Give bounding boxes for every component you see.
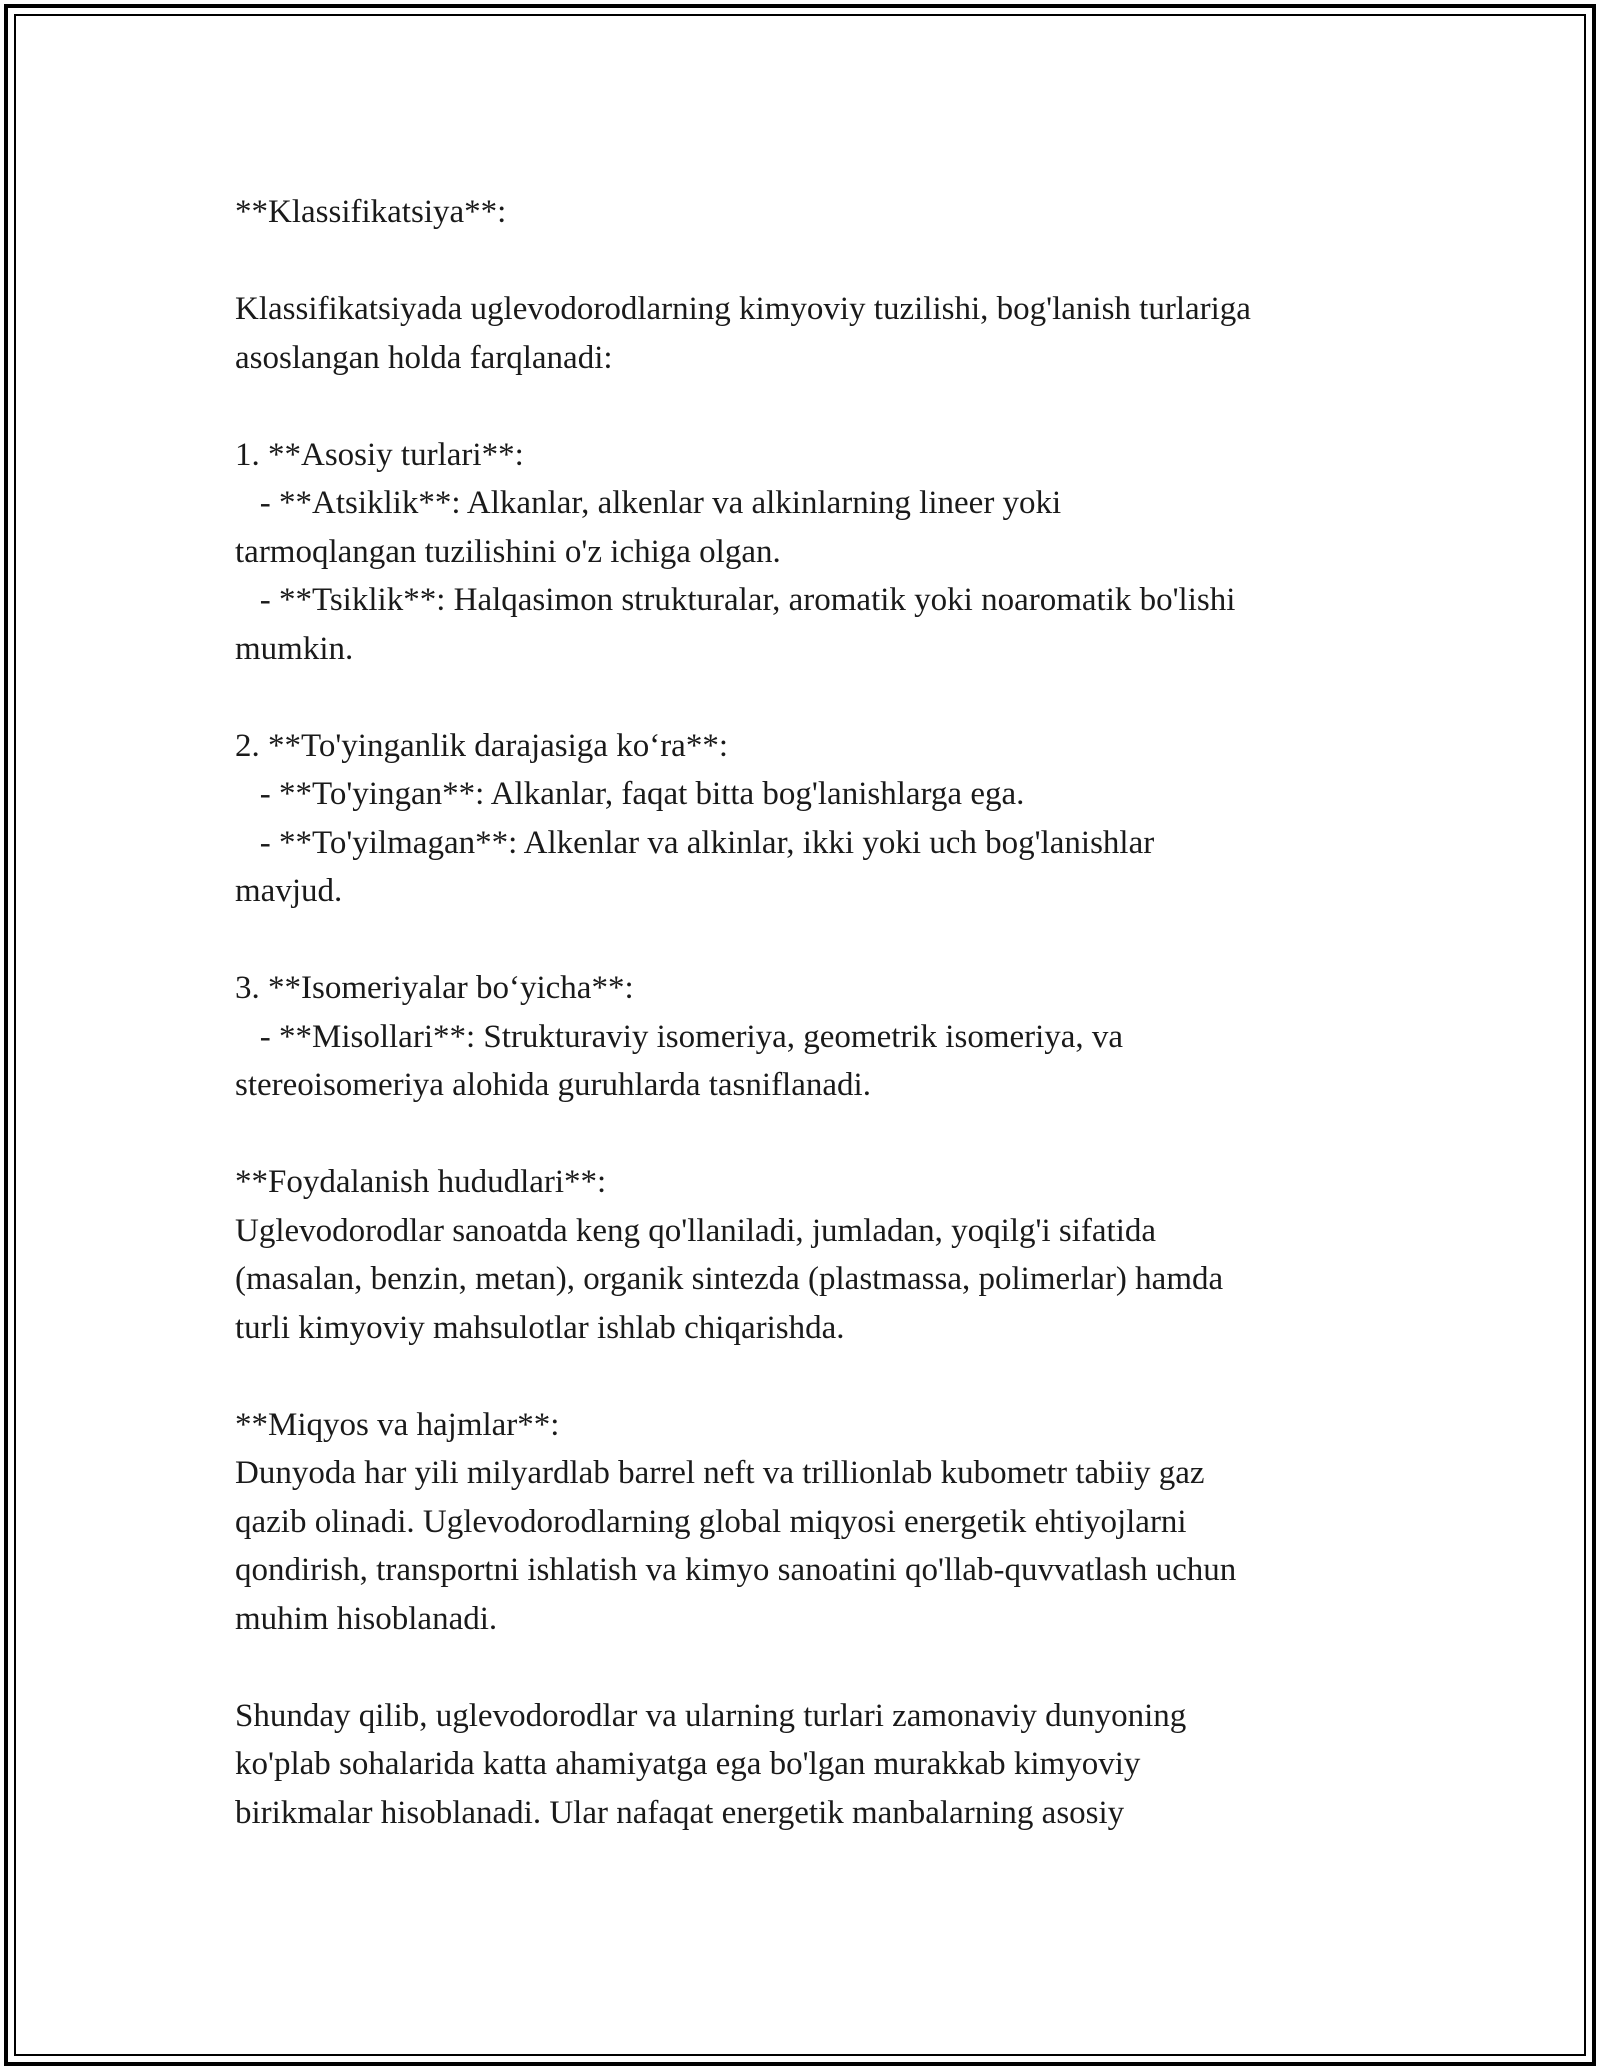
text-line: 2. **To'yinganlik darajasiga ko‘ra**: <box>235 727 729 764</box>
text-line: ko'plab sohalarida katta ahamiyatga ega bo'lgan murakkab kimyoviy <box>235 1746 1141 1782</box>
text-line: Shunday qilib, uglevodorodlar va ularning turlari zamonaviy dunyoning <box>235 1697 1187 1734</box>
document-body <box>235 188 1385 1837</box>
text-line: Dunyoda har yili milyardlab barrel neft va trillionlab kubometr tabiiy gaz <box>235 1455 1205 1491</box>
text-line: **Miqyos va hajmlar**: <box>235 1406 560 1443</box>
text-line: turli kimyoviy mahsulotlar ishlab chiqarishda. <box>235 1309 845 1346</box>
blank-line <box>235 1352 1385 1401</box>
text-line: stereoisomeriya alohida guruhlarda tasniflanadi. <box>235 1067 871 1103</box>
blank-line <box>235 916 1385 965</box>
blank-line <box>235 237 1385 286</box>
text-line: **Foydalanish hududlari**: <box>235 1164 607 1200</box>
text-line: Klassifikatsiyada uglevodorodlarning kimyoviy tuzilishi, bog'lanish turlariga <box>235 291 1251 327</box>
text-line: 1. **Asosiy turlari**: <box>235 436 524 473</box>
text-line: 3. **Isomeriyalar bo‘yicha**: <box>235 970 634 1006</box>
blank-line <box>235 1110 1385 1159</box>
text-line: - **To'yilmagan**: Alkenlar va alkinlar, ikki yoki uch bog'lanishlar <box>235 824 1155 861</box>
text-line: asoslangan holda farqlanadi: <box>235 339 613 376</box>
text-line: muhim hisoblanadi. <box>235 1600 498 1637</box>
text-line: **Klassifikatsiya**: <box>235 194 507 230</box>
text-line: birikmalar hisoblanadi. Ular nafaqat energetik manbalarning asosiy <box>235 1794 1125 1831</box>
text-line: - **To'yingan**: Alkanlar, faqat bitta bog'lanishlarga ega. <box>235 776 1025 812</box>
text-line: (masalan, benzin, metan), organik sintezda (plastmassa, polimerlar) hamda <box>235 1261 1224 1297</box>
text-line: qazib olinadi. Uglevodorodlarning global miqyosi energetik ehtiyojlarni <box>235 1503 1187 1540</box>
blank-line <box>235 1643 1385 1692</box>
text-line: qondirish, transportni ishlatish va kimyo sanoatini qo'llab-quvvatlash uchun <box>235 1552 1237 1588</box>
text-line: - **Misollari**: Strukturaviy isomeriya, geometrik isomeriya, va <box>235 1018 1124 1055</box>
text-line: Uglevodorodlar sanoatda keng qo'llaniladi, jumladan, yoqilg'i sifatida <box>235 1212 1157 1249</box>
blank-line <box>235 382 1385 431</box>
text-line: - **Atsiklik**: Alkanlar, alkenlar va alkinlarning lineer yoki <box>235 485 1062 521</box>
text-line: mumkin. <box>235 630 354 667</box>
text-line: - **Tsiklik**: Halqasimon strukturalar, aromatik yoki noaromatik bo'lishi <box>235 582 1236 618</box>
text-line: mavjud. <box>235 873 343 909</box>
text-line: tarmoqlangan tuzilishini o'z ichiga olgan. <box>235 533 781 570</box>
blank-line <box>235 673 1385 722</box>
